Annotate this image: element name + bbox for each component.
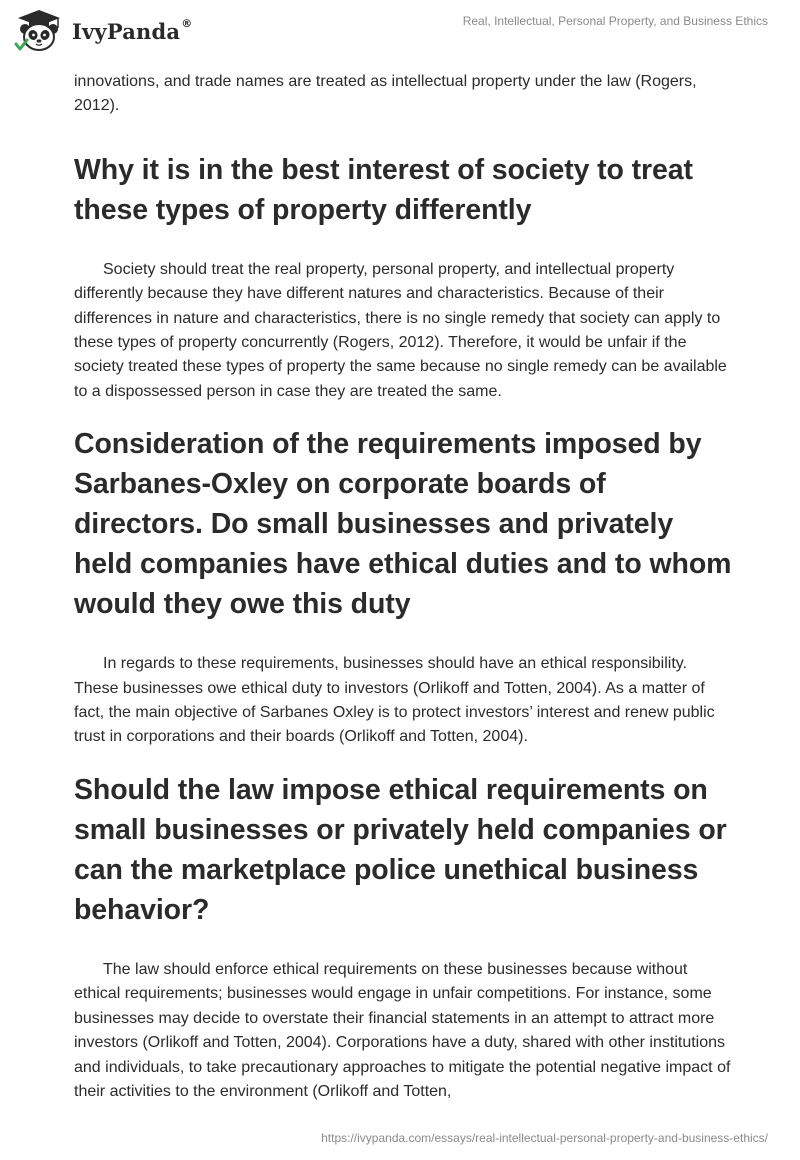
section-heading-law-ethics: Should the law impose ethical requirements on small businesses or privately held companies or can the marketplace police unethical business behavior? xyxy=(74,773,727,926)
source-url[interactable]: https://ivypanda.com/essays/real-intellectual-personal-property-and-business-ethics/ xyxy=(321,1131,768,1145)
panda-graduation-cap-icon xyxy=(14,8,64,54)
essay-body xyxy=(74,70,734,1104)
section-heading-sarbanes-oxley: Consideration of the requirements imposed by Sarbanes-Oxley on corporate boards of directors. Do small businesses and privately held companies have ethical duties and to whom would they owe this duty xyxy=(74,428,732,621)
brand-name: IvyPanda® xyxy=(72,16,193,44)
document-title: Real, Intellectual, Personal Property, and Business Ethics xyxy=(462,14,768,28)
brand-logo[interactable] xyxy=(14,8,192,54)
registered-mark: ® xyxy=(181,16,193,30)
intro-paragraph: innovations, and trade names are treated as intellectual property under the law (Rogers, 2012). xyxy=(74,73,697,115)
section-paragraph-property-treatment: Society should treat the real property, personal property, and intellectual property differently because they have different natures and characteristics. Because of their differences in nature and characteristics, there is no single remedy that society can apply to these types of property concurrently (Rogers, 2012). Therefore, it would be unfair if the society treated these types of property the same because no single remedy can be available to a dispossessed person in case they are treated the same. xyxy=(74,260,727,400)
section-paragraph-sarbanes-oxley: In regards to these requirements, businesses should have an ethical responsibility. These businesses owe ethical duty to investors (Orlikoff and Totten, 2004). As a matter of fact, the main objective of Sarbanes Oxley is to protect investors’ interest and renew public trust in corporations and their boards (Orlikoff and Totten, 2004). xyxy=(74,655,715,746)
page-header xyxy=(0,0,800,70)
section-paragraph-law-ethics: The law should enforce ethical requirements on these businesses because without ethical requirements; businesses would engage in unfair competitions. For instance, some businesses may decide to overstate their financial statements in an attempt to attract more investors (Orlikoff and Totten, 2004). Corporations have a duty, shared with other institutions and individuals, to take precautionary approaches to mitigate the potential negative impact of their activities to the environment (Orlikoff and Totten, xyxy=(74,960,731,1100)
section-heading-property-treatment: Why it is in the best interest of society to treat these types of property differently xyxy=(74,153,693,226)
